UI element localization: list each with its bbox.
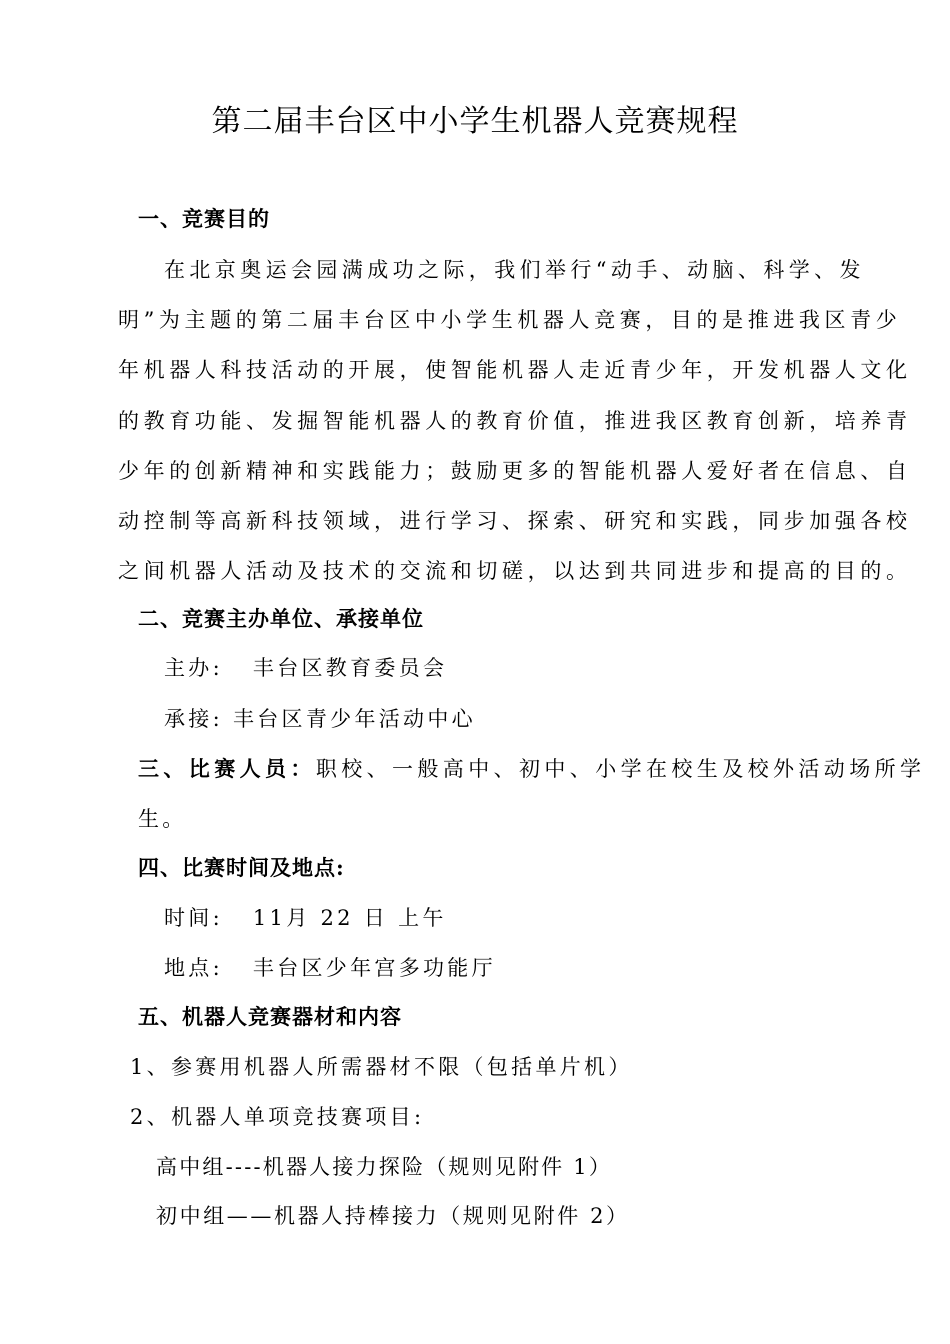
section4-time: 时间: 11月 22 日 上午 [164,906,447,930]
section2-host: 主办: 丰台区教育委员会 [164,656,448,680]
section1-heading: 一、竞赛目的 [138,206,270,231]
section5-heading: 五、机器人竞赛器材和内容 [138,1004,402,1029]
section1-line-7: 之间机器人活动及技术的交流和切磋，以达到共同进步和提高的目的。 [118,559,912,583]
section3-text: 职校、一般高中、初中、小学在校生及校外活动场所学 [315,757,926,781]
section2-heading: 二、竞赛主办单位、承接单位 [138,606,424,631]
section5-item-2: 2、机器人单项竞技赛项目: [130,1105,425,1129]
section2-undertaker: 承接: 丰台区青少年活动中心 [164,707,476,731]
section1-line-4: 的教育功能、发掘智能机器人的教育价值，推进我区教育创新，培养青 [118,409,912,433]
section1-line-5: 少年的创新精神和实践能力；鼓励更多的智能机器人爱好者在信息、自 [118,459,912,483]
section5-high-school: 高中组----机器人接力探险（规则见附件 1） [156,1155,613,1179]
section1-line-1: 在北京奥运会园满成功之际，我们举行“动手、动脑、科学、发 [164,258,865,282]
section3-heading: 三、比赛人员： [138,756,316,781]
section3-text-cont: 生。 [138,807,187,831]
section5-item-1: 1、参赛用机器人所需器材不限（包括单片机） [130,1055,633,1079]
section1-line-2: 明”为主题的第二届丰台区中小学生机器人竞赛，目的是推进我区青少 [118,308,902,332]
document-title: 第二届丰台区中小学生机器人竞赛规程 [211,104,739,139]
section1-line-6: 动控制等高新科技领域，进行学习、探索、研究和实践，同步加强各校 [118,509,912,533]
section1-line-3: 年机器人科技活动的开展，使智能机器人走近青少年，开发机器人文化 [118,358,912,382]
section4-place: 地点: 丰台区少年宫多功能厅 [164,956,496,980]
section3-line [138,753,925,783]
section4-heading: 四、比赛时间及地点: [138,855,345,880]
section5-middle-school: 初中组——机器人持棒接力（规则见附件 2） [156,1204,630,1228]
